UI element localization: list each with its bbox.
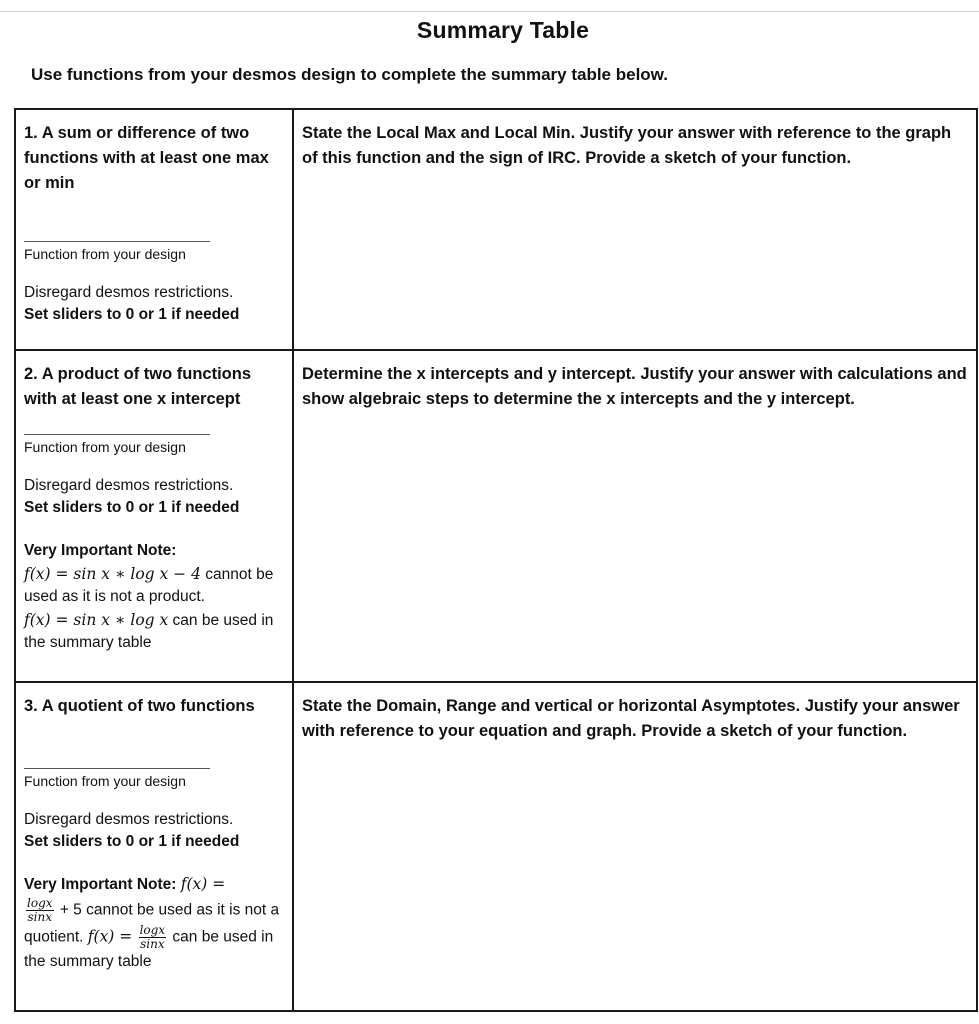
requirement-cell-3 bbox=[15, 682, 293, 1011]
fraction-denominator-3a: sinx bbox=[27, 909, 52, 924]
function-label-3: Function from your design bbox=[24, 773, 186, 789]
note-fraction-3a bbox=[26, 897, 54, 924]
table-row-1 bbox=[15, 109, 977, 350]
sliders-text-3: Set sliders to 0 or 1 if needed bbox=[24, 833, 240, 850]
important-note-3 bbox=[24, 873, 284, 973]
function-label-1: Function from your design bbox=[24, 246, 186, 262]
requirement-text-1: 1. A sum or difference of two functions with at least one max or min bbox=[24, 124, 269, 192]
sliders-text-2: Set sliders to 0 or 1 if needed bbox=[24, 499, 240, 516]
note-text-2a: cannot be used as it is not a product. bbox=[24, 565, 274, 605]
disregard-text-2: Disregard desmos restrictions. bbox=[24, 477, 234, 494]
note-formula-3-lhs: f(x) = bbox=[180, 875, 226, 893]
intro-text: Use functions from your desmos design to complete the summary table below. bbox=[31, 65, 668, 84]
sliders-text-1: Set sliders to 0 or 1 if needed bbox=[24, 306, 240, 323]
note-text-3a: + 5 cannot be used as it is not a quotient. bbox=[24, 901, 280, 946]
note-fraction-3b bbox=[139, 924, 167, 951]
note-heading-3: Very Important Note: bbox=[24, 876, 181, 893]
table-row-2 bbox=[15, 350, 977, 682]
function-answer-line-1[interactable] bbox=[24, 241, 210, 242]
prompt-text-3: State the Domain, Range and vertical or horizontal Asymptotes. Justify your answer with reference to your equation and graph. Provide a sketch of your function. bbox=[302, 697, 960, 740]
prompt-cell-1[interactable] bbox=[293, 109, 977, 350]
fraction-numerator-3a: logx bbox=[27, 895, 53, 910]
prompt-text-1: State the Local Max and Local Min. Justify your answer with reference to the graph of this function and the sign of IRC. Provide a sketch of your function. bbox=[302, 124, 952, 167]
function-label-2: Function from your design bbox=[24, 439, 186, 455]
function-answer-line-2[interactable] bbox=[24, 434, 210, 435]
fraction-denominator-3b: sinx bbox=[140, 936, 165, 951]
disregard-text-1: Disregard desmos restrictions. bbox=[24, 284, 234, 301]
note-formula-3-lhs-2: f(x) = bbox=[87, 927, 133, 946]
note-formula-2a: f(x) = sin x ∗ log x − 4 bbox=[24, 564, 201, 583]
prompt-text-2: Determine the x intercepts and y intercept. Justify your answer with calculations and show algebraic steps to determine the x intercepts and the y intercept. bbox=[302, 365, 967, 408]
requirement-cell-2 bbox=[15, 350, 293, 682]
disregard-text-3: Disregard desmos restrictions. bbox=[24, 811, 234, 828]
requirement-cell-1 bbox=[15, 109, 293, 350]
prompt-cell-3[interactable] bbox=[293, 682, 977, 1011]
note-text-3b: can be used in the summary table bbox=[24, 928, 274, 970]
requirement-text-2: 2. A product of two functions with at least one x intercept bbox=[24, 365, 252, 408]
table-row-3 bbox=[15, 682, 977, 1011]
function-answer-line-3[interactable] bbox=[24, 768, 210, 769]
prompt-cell-2[interactable] bbox=[293, 350, 977, 682]
summary-table bbox=[14, 108, 978, 1012]
page-title: Summary Table bbox=[416, 17, 590, 43]
important-note-2 bbox=[24, 540, 284, 655]
requirement-text-3: 3. A quotient of two functions bbox=[24, 697, 255, 715]
top-rule bbox=[0, 0, 979, 12]
fraction-numerator-3b: logx bbox=[139, 922, 166, 937]
note-heading-2: Very Important Note: bbox=[24, 542, 177, 559]
note-text-2b: can be used in the summary table bbox=[24, 611, 274, 651]
note-formula-2b: f(x) = sin x ∗ log x bbox=[24, 610, 169, 629]
